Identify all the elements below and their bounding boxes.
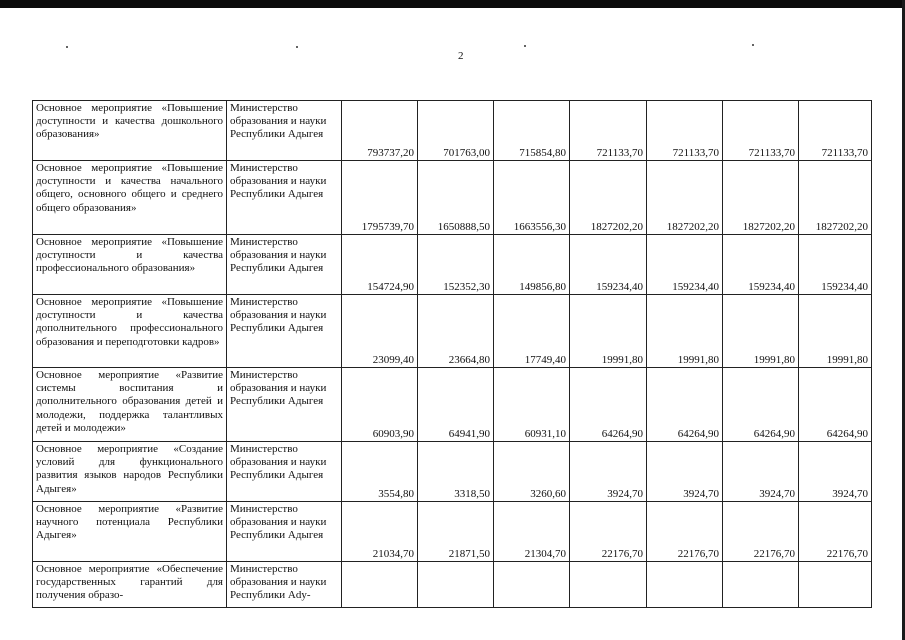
value-cell: 19991,80 (799, 295, 872, 368)
value-cell: 21304,70 (494, 502, 570, 562)
value-cell: 721133,70 (570, 101, 647, 161)
value-cell (570, 562, 647, 608)
executor-cell: Министерство образования и науки Республики Адыгея (227, 502, 342, 562)
value-cell: 152352,30 (418, 235, 494, 295)
measure-cell: Основное мероприятие «Повышение доступности и качества дошкольного образования» (33, 101, 227, 161)
value-cell: 3924,70 (723, 442, 799, 502)
measure-cell: Основное мероприятие «Повышение доступности и качества дополнительного профессионального образования и переподготовки кадров» (33, 295, 227, 368)
executor-cell: Министерство образования и науки Республики Адыгея (227, 101, 342, 161)
table-row (33, 562, 872, 608)
table-row (33, 295, 872, 368)
measure-cell: Основное мероприятие «Создание условий для функционального развития языков народов Республики Адыгея» (33, 442, 227, 502)
table-row (33, 442, 872, 502)
value-cell: 149856,80 (494, 235, 570, 295)
value-cell: 159234,40 (723, 235, 799, 295)
value-cell: 3260,60 (494, 442, 570, 502)
executor-cell: Министерство образования и науки Республики Адыгея (227, 235, 342, 295)
executor-cell: Министерство образования и науки Республики Адыгея (227, 295, 342, 368)
value-cell: 159234,40 (647, 235, 723, 295)
value-cell: 3924,70 (647, 442, 723, 502)
table-row (33, 161, 872, 235)
value-cell: 17749,40 (494, 295, 570, 368)
value-cell: 721133,70 (799, 101, 872, 161)
value-cell (799, 562, 872, 608)
table-row (33, 101, 872, 161)
value-cell: 3924,70 (570, 442, 647, 502)
scan-top-border (0, 0, 905, 8)
table-row (33, 235, 872, 295)
value-cell: 21034,70 (342, 502, 418, 562)
value-cell (647, 562, 723, 608)
executor-cell: Министерство образования и науки Республики Адыгея (227, 368, 342, 442)
value-cell: 1827202,20 (570, 161, 647, 235)
value-cell (418, 562, 494, 608)
value-cell: 3554,80 (342, 442, 418, 502)
executor-cell: Министерство образования и науки Республики Ady- (227, 562, 342, 608)
value-cell: 159234,40 (570, 235, 647, 295)
value-cell: 60903,90 (342, 368, 418, 442)
value-cell: 1827202,20 (799, 161, 872, 235)
value-cell: 64264,90 (647, 368, 723, 442)
scan-speck (524, 45, 526, 47)
value-cell: 19991,80 (647, 295, 723, 368)
value-cell: 22176,70 (570, 502, 647, 562)
budget-table (32, 100, 872, 608)
scan-speck (66, 46, 68, 48)
measure-cell: Основное мероприятие «Развитие системы воспитания и дополнительного образования детей и молодежи, поддержка талантливых детей и молодежи» (33, 368, 227, 442)
value-cell: 159234,40 (799, 235, 872, 295)
value-cell: 701763,00 (418, 101, 494, 161)
value-cell: 19991,80 (723, 295, 799, 368)
value-cell (494, 562, 570, 608)
value-cell: 64264,90 (723, 368, 799, 442)
value-cell: 1663556,30 (494, 161, 570, 235)
scan-speck (752, 44, 754, 46)
table-row (33, 368, 872, 442)
value-cell: 23664,80 (418, 295, 494, 368)
value-cell: 1827202,20 (723, 161, 799, 235)
value-cell (342, 562, 418, 608)
page-number: 2 (458, 50, 464, 62)
value-cell: 22176,70 (723, 502, 799, 562)
value-cell: 21871,50 (418, 502, 494, 562)
executor-cell: Министерство образования и науки Республики Адыгея (227, 161, 342, 235)
measure-cell: Основное мероприятие «Обеспечение государственных гарантий для получения образо- (33, 562, 227, 608)
value-cell: 715854,80 (494, 101, 570, 161)
measure-cell: Основное мероприятие «Повышение доступности и качества профессионального образования» (33, 235, 227, 295)
value-cell: 64941,90 (418, 368, 494, 442)
value-cell: 3318,50 (418, 442, 494, 502)
value-cell: 1795739,70 (342, 161, 418, 235)
value-cell (723, 562, 799, 608)
value-cell: 19991,80 (570, 295, 647, 368)
value-cell: 23099,40 (342, 295, 418, 368)
value-cell: 22176,70 (799, 502, 872, 562)
value-cell: 64264,90 (570, 368, 647, 442)
value-cell: 22176,70 (647, 502, 723, 562)
value-cell: 721133,70 (647, 101, 723, 161)
value-cell: 64264,90 (799, 368, 872, 442)
scan-speck (296, 46, 298, 48)
value-cell: 3924,70 (799, 442, 872, 502)
measure-cell: Основное мероприятие «Повышение доступности и качества начального общего, основного общего и среднего общего образования» (33, 161, 227, 235)
value-cell: 60931,10 (494, 368, 570, 442)
value-cell: 1650888,50 (418, 161, 494, 235)
value-cell: 1827202,20 (647, 161, 723, 235)
value-cell: 721133,70 (723, 101, 799, 161)
executor-cell: Министерство образования и науки Республики Адыгея (227, 442, 342, 502)
table-row (33, 502, 872, 562)
value-cell: 793737,20 (342, 101, 418, 161)
value-cell: 154724,90 (342, 235, 418, 295)
measure-cell: Основное мероприятие «Развитие научного потенциала Республики Адыгея» (33, 502, 227, 562)
